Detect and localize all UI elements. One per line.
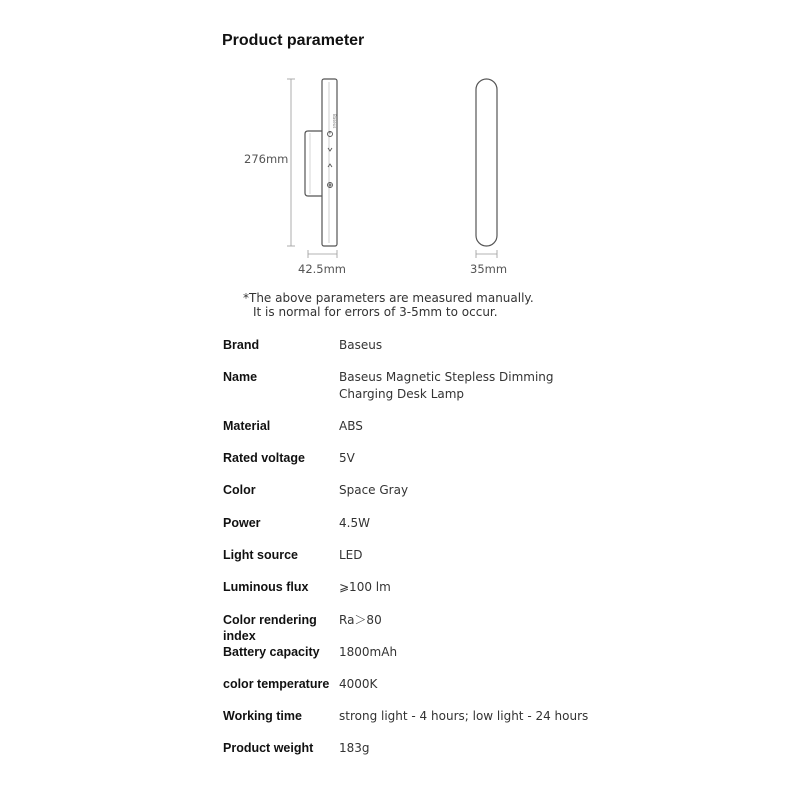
spec-label: Material <box>223 419 271 433</box>
lamp-brand-mark: Baseus <box>332 114 337 129</box>
spec-label: Brand <box>223 338 260 352</box>
note-line-2: It is normal for errors of 3-5mm to occur. <box>253 305 498 319</box>
spec-value: ABS <box>339 419 363 433</box>
spec-label: Luminous flux <box>223 580 309 594</box>
spec-value: 4.5W <box>339 516 370 530</box>
spec-value: LED <box>339 548 363 562</box>
spec-label: Color <box>223 483 256 497</box>
spec-value: strong light - 4 hours; low light - 24 hours <box>339 709 589 723</box>
spec-label: Power <box>223 516 261 530</box>
spec-value: Baseus <box>339 338 383 352</box>
spec-value: 4000K <box>339 677 378 691</box>
spec-value: Baseus Magnetic Stepless Dimming Charging Desk Lamp <box>339 370 554 401</box>
width-label: 42.5mm <box>298 262 347 276</box>
spec-value: Space Gray <box>339 483 409 497</box>
spec-value: Ra＞80 <box>339 613 382 627</box>
depth-label: 35mm <box>470 262 508 276</box>
spec-value: 5V <box>339 451 355 465</box>
height-label: 276mm <box>244 152 289 166</box>
spec-value: 1800mAh <box>339 645 398 659</box>
spec-label: Product weight <box>223 741 314 755</box>
spec-label: color temperature <box>223 677 330 691</box>
spec-label: Name <box>223 370 258 384</box>
spec-label: Battery capacity <box>223 645 320 659</box>
spec-label: Working time <box>223 709 302 723</box>
page-title: Product parameter <box>222 32 365 49</box>
spec-label: Light source <box>223 548 299 562</box>
spec-value: 183g <box>339 741 370 755</box>
spec-label: Color rendering index <box>223 613 317 643</box>
spec-label: Rated voltage <box>223 451 305 465</box>
note-line-1: *The above parameters are measured manually. <box>243 291 534 305</box>
spec-value: ⩾100 lm <box>339 580 391 594</box>
